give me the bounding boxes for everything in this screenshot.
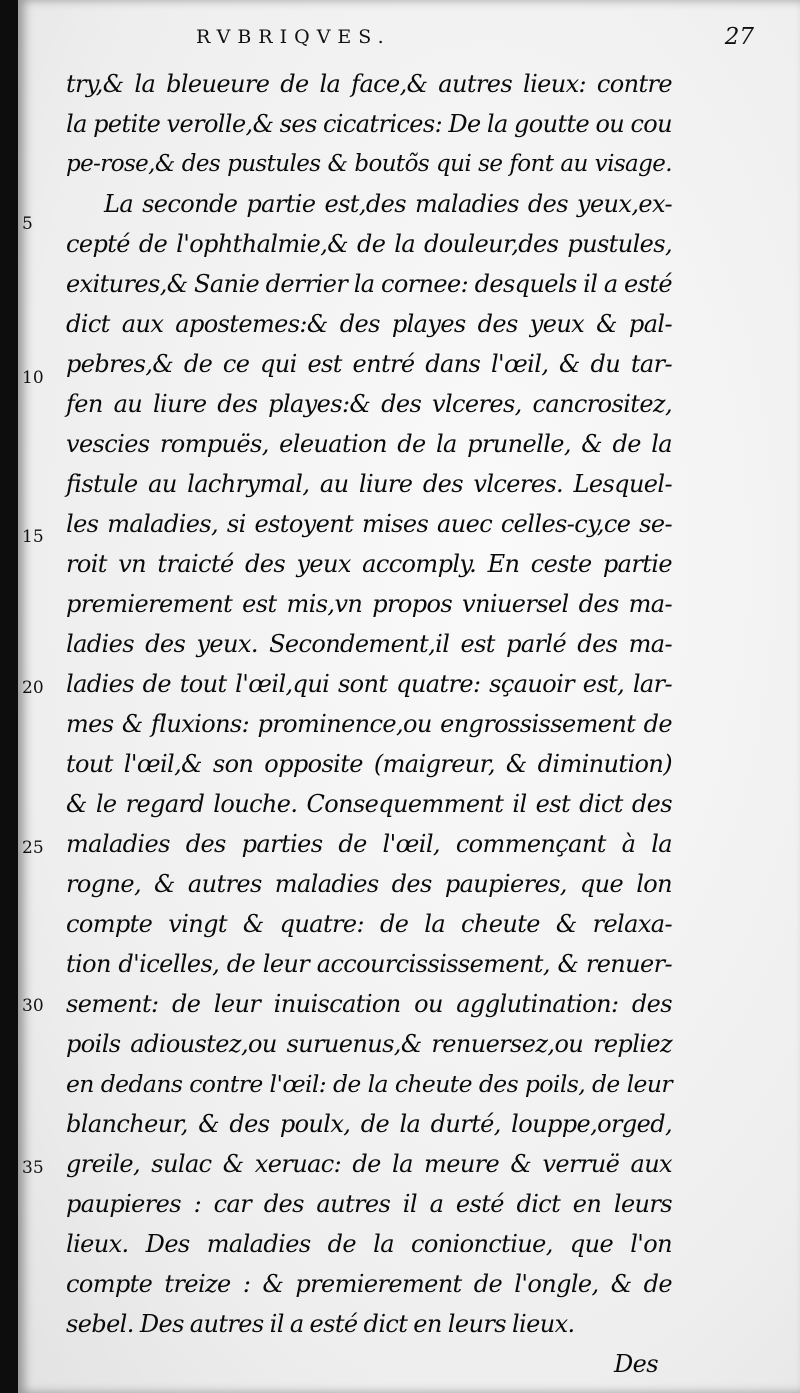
line-number: 5: [22, 214, 33, 234]
line-number: 20: [22, 678, 44, 698]
catchword: Des: [614, 1350, 658, 1378]
text-line: & le regard louche. Consequemment il est dict des: [66, 790, 672, 818]
text-line: tion d'icelles, de leur accourcississement, & renuer-: [66, 950, 672, 978]
text-line: pebres,& de ce qui est entré dans l'œil, & du tar-: [66, 350, 672, 378]
text-line: ladies des yeux. Secondement,il est parlé des ma-: [66, 630, 672, 658]
text-line: try,& la bleueure de la face,& autres lieux: contre: [66, 70, 672, 98]
text-line: greile, sulac & xeruac: de la meure & verruë aux: [66, 1150, 672, 1178]
line-number: 10: [22, 368, 44, 388]
text-line: rogne, & autres maladies des paupieres, que lon: [66, 870, 672, 898]
text-line: tout l'œil,& son opposite (maigreur, & diminution): [66, 750, 672, 778]
text-line: sebel. Des autres il a esté dict en leurs lieux.: [66, 1310, 575, 1338]
text-line: vescies rompuës, eleuation de la prunelle, & de la: [66, 430, 672, 458]
line-number: 25: [22, 838, 44, 858]
line-number: 35: [22, 1158, 44, 1178]
text-line: compte vingt & quatre: de la cheute & relaxa-: [66, 910, 672, 938]
text-line: maladies des parties de l'œil, commençant à la: [66, 830, 672, 858]
text-line: compte treize : & premierement de l'ongle, & de: [66, 1270, 672, 1298]
text-line: roit vn traicté des yeux accomply. En ceste partie: [66, 550, 672, 578]
line-number: 15: [22, 527, 44, 547]
line-number: 30: [22, 996, 44, 1016]
text-line: La seconde partie est,des maladies des yeux,ex-: [104, 190, 672, 218]
running-title: RVBRIQVES.: [196, 26, 391, 48]
book-page: [18, 0, 800, 1393]
text-line: blancheur, & des poulx, de la durté, louppe,orged,: [66, 1110, 672, 1138]
text-line: fen au liure des playes:& des vlceres, cancrositez,: [66, 390, 672, 418]
text-line: cepté de l'ophthalmie,& de la douleur,des pustules,: [66, 230, 672, 258]
text-line: en dedans contre l'œil: de la cheute des poils, de leur: [66, 1070, 672, 1098]
text-line: exitures,& Sanie derrier la cornee: desquels il a esté: [66, 270, 672, 298]
text-line: les maladies, si estoyent mises auec celles-cy,ce se-: [66, 510, 672, 538]
text-line: paupieres : car des autres il a esté dict en leurs: [66, 1190, 672, 1218]
page-number: 27: [724, 24, 754, 50]
text-line: premierement est mis,vn propos vniuersel des ma-: [66, 590, 672, 618]
text-line: fistule au lachrymal, au liure des vlceres. Lesquel-: [66, 470, 672, 498]
text-line: lieux. Des maladies de la conionctiue, que l'on: [66, 1230, 672, 1258]
text-line: ladies de tout l'œil,qui sont quatre: sçauoir est, lar-: [66, 670, 672, 698]
text-line: dict aux apostemes:& des playes des yeux & pal-: [66, 310, 672, 338]
text-line: mes & fluxions: prominence,ou engrossissement de: [66, 710, 672, 738]
text-line: poils adioustez,ou suruenus,& renuersez,ou repliez: [66, 1030, 672, 1058]
text-line: la petite verolle,& ses cicatrices: De la goutte ou cou: [66, 110, 672, 138]
text-line: pe-rose,& des pustules & boutõs qui se font au visage.: [66, 151, 672, 177]
text-line: sement: de leur inuiscation ou agglutination: des: [66, 990, 672, 1018]
